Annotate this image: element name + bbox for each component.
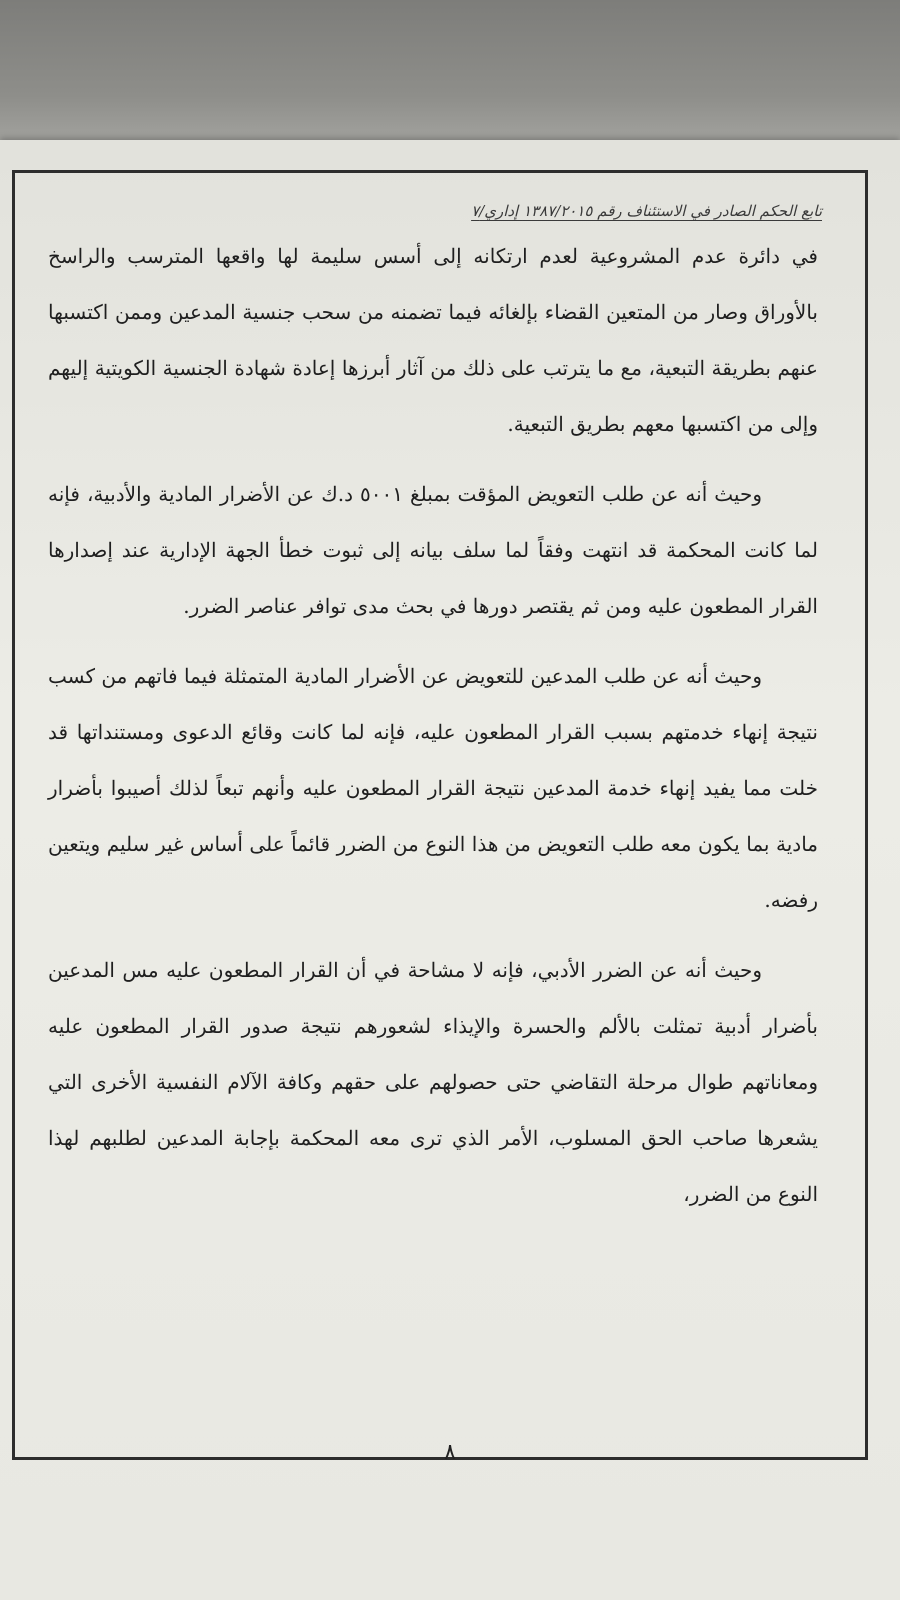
document-body [48,228,818,1236]
paragraph-4: وحيث أنه عن الضرر الأدبي، فإنه لا مشاحة في أن القرار المطعون عليه مس المدعين بأضرار أدبية تمثلت بالألم والحسرة والإيذاء لشعورهم نتيجة صدور القرار المطعون عليه ومعاناتهم طوال مرحلة التقاضي حتى حصولهم على حقهم وكافة الآلام النفسية الأخرى التي يشعرها صاحب الحق المسلوب، الأمر الذي ترى معه المحكمة بإجابة المدعين لطلبهم لهذا النوع من الضرر، [48,958,818,1206]
paragraph-2: وحيث أنه عن طلب التعويض المؤقت بمبلغ ٥٠٠١ د.ك عن الأضرار المادية والأدبية، فإنه لما كانت المحكمة قد انتهت وفقاً لما سلف بيانه إلى ثبوت خطأ الجهة الإدارية عند إصدارها القرار المطعون عليه ومن ثم يقتصر دورها في بحث مدى توافر عناصر الضرر. [48,482,818,618]
document-page [0,140,900,1600]
paragraph-3: وحيث أنه عن طلب المدعين للتعويض عن الأضرار المادية المتمثلة فيما فاتهم من كسب نتيجة إنهاء خدمتهم بسبب القرار المطعون عليه، فإنه لما كانت وقائع الدعوى ومستنداتها قد خلت مما يفيد إنهاء خدمة المدعين نتيجة القرار المطعون عليه وأنهم تبعاً لذلك أصيبوا بأضرار مادية بما يكون معه طلب التعويض من هذا النوع من الضرر قائماً على أساس غير سليم ويتعين رفضه. [48,664,818,912]
paragraph-1: في دائرة عدم المشروعية لعدم ارتكانه إلى أسس سليمة لها واقعها المترسب والراسخ بالأوراق وصار من المتعين القضاء بإلغائه فيما تضمنه من سحب جنسية المدعين وممن اكتسبها عنهم بطريقة التبعية، مع ما يترتب على ذلك من آثار أبرزها إعادة شهادة الجنسية الكويتية إليهم وإلى من اكتسبها معهم بطريق التبعية. [48,244,818,436]
page-number: ٨ [444,1440,456,1465]
document-header: تابع الحكم الصادر في الاستئناف رقم ١٣٨٧/٢٠١٥ إداري/٧ [471,202,822,220]
